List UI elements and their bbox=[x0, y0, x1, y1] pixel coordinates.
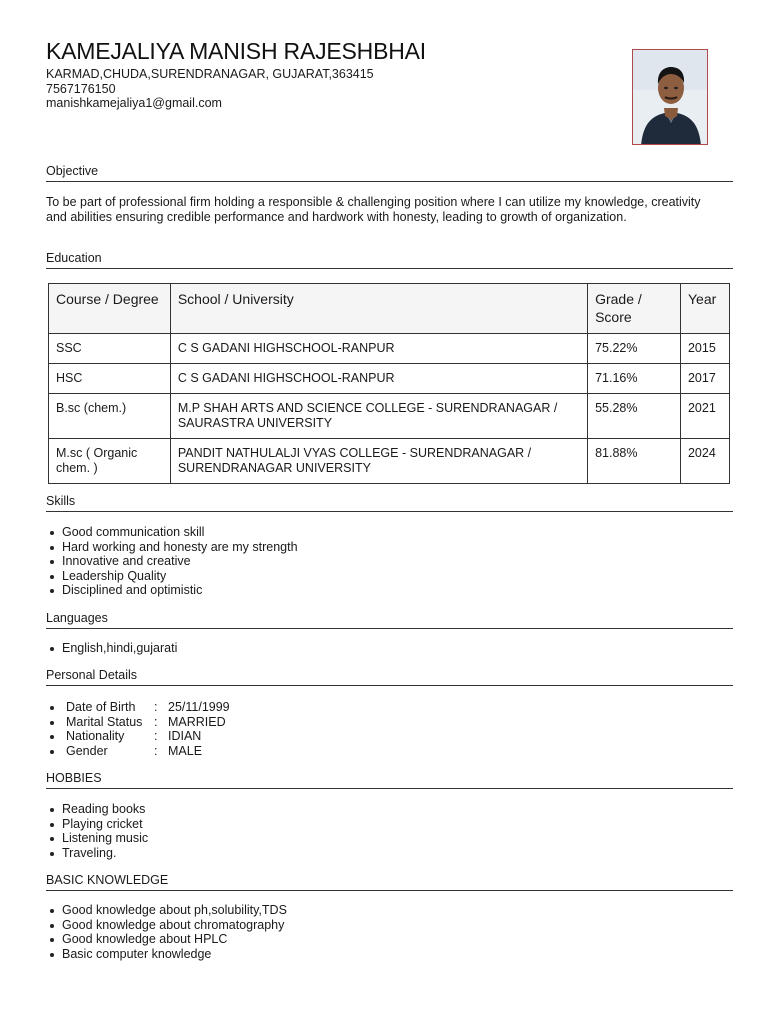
detail-label: Nationality bbox=[66, 729, 125, 744]
detail-value: IDIAN bbox=[168, 729, 202, 744]
list-item: Innovative and creative bbox=[62, 554, 298, 569]
list-item: Disciplined and optimistic bbox=[62, 583, 298, 598]
school-cell: M.P SHAH ARTS AND SCIENCE COLLEGE - SURENDRANAGAR / SAURASTRA UNIVERSITY bbox=[170, 394, 587, 439]
column-header-course: Course / Degree bbox=[49, 284, 171, 334]
detail-separator: : bbox=[154, 714, 158, 729]
education-table bbox=[48, 283, 730, 484]
detail-label: Date of Birth bbox=[66, 700, 136, 714]
list-item: Good knowledge about HPLC bbox=[62, 932, 287, 947]
detail-value: 25/11/1999 bbox=[168, 700, 230, 714]
course-cell: HSC bbox=[49, 364, 171, 394]
languages-heading: Languages bbox=[46, 611, 733, 629]
phone-number: 7567176150 bbox=[46, 81, 116, 96]
education-header-row bbox=[49, 284, 730, 334]
contact-block bbox=[46, 67, 374, 111]
basic-knowledge-list bbox=[46, 903, 287, 961]
school-cell: C S GADANI HIGHSCHOOL-RANPUR bbox=[170, 334, 587, 364]
education-heading: Education bbox=[46, 251, 733, 269]
detail-separator: : bbox=[154, 700, 158, 714]
list-item: Playing cricket bbox=[62, 817, 148, 832]
detail-value: MALE bbox=[168, 743, 203, 758]
grade-cell: 75.22% bbox=[588, 334, 681, 364]
list-item: Basic computer knowledge bbox=[62, 947, 287, 962]
school-cell: C S GADANI HIGHSCHOOL-RANPUR bbox=[170, 364, 587, 394]
candidate-name: KAMEJALIYA MANISH RAJESHBHAI bbox=[46, 38, 426, 64]
table-row bbox=[49, 439, 730, 484]
year-cell: 2017 bbox=[680, 364, 729, 394]
detail-separator: : bbox=[154, 729, 158, 744]
detail-value: MARRIED bbox=[168, 714, 226, 729]
year-cell: 2024 bbox=[680, 439, 729, 484]
detail-separator: : bbox=[154, 743, 158, 758]
course-cell: M.sc ( Organic chem. ) bbox=[49, 439, 171, 484]
grade-cell: 55.28% bbox=[588, 394, 681, 439]
detail-label: Gender bbox=[66, 743, 108, 758]
list-item: Good knowledge about chromatography bbox=[62, 918, 287, 933]
languages-list bbox=[46, 641, 177, 656]
list-item: Good knowledge about ph,solubility,TDS bbox=[62, 903, 287, 917]
personal-details-heading: Personal Details bbox=[46, 668, 733, 686]
table-row bbox=[49, 334, 730, 364]
list-item: Hard working and honesty are my strength bbox=[62, 539, 298, 554]
skills-list bbox=[46, 525, 298, 598]
basic-knowledge-heading: BASIC KNOWLEDGE bbox=[46, 873, 733, 891]
skills-heading: Skills bbox=[46, 494, 733, 512]
email-address: manishkamejaliya1@gmail.com bbox=[46, 96, 222, 110]
profile-photo bbox=[632, 49, 708, 145]
list-item: English,hindi,gujarati bbox=[62, 641, 178, 655]
column-header-grade: Grade / Score bbox=[588, 284, 681, 334]
grade-cell: 71.16% bbox=[588, 364, 681, 394]
grade-cell: 81.88% bbox=[588, 439, 681, 484]
table-row bbox=[49, 394, 730, 439]
objective-text: To be part of professional firm holding a responsible & challenging position where I can utilize my knowledge, creativity and abilities ensuring credible performance and hardwork with honesty, leading to growth of organization. bbox=[46, 195, 701, 224]
address: KARMAD,CHUDA,SURENDRANAGAR, GUJARAT,363415 bbox=[46, 67, 374, 81]
column-header-school: School / University bbox=[170, 284, 587, 334]
school-cell: PANDIT NATHULALJI VYAS COLLEGE - SURENDRANAGAR / SURENDRANAGAR UNIVERSITY bbox=[170, 439, 587, 484]
list-item: Traveling. bbox=[62, 846, 148, 861]
course-cell: SSC bbox=[49, 334, 171, 364]
year-cell: 2015 bbox=[680, 334, 729, 364]
hobbies-heading: HOBBIES bbox=[46, 771, 733, 789]
course-cell: B.sc (chem.) bbox=[49, 394, 171, 439]
objective-heading: Objective bbox=[46, 164, 733, 182]
list-item: Listening music bbox=[62, 831, 149, 846]
column-header-year: Year bbox=[680, 284, 729, 334]
list-item: Reading books bbox=[62, 802, 148, 817]
hobbies-list bbox=[46, 802, 148, 860]
year-cell: 2021 bbox=[680, 394, 729, 439]
list-item: Leadership Quality bbox=[62, 569, 298, 584]
list-item: Good communication skill bbox=[62, 525, 298, 540]
table-row bbox=[49, 364, 730, 394]
detail-label: Marital Status bbox=[66, 714, 143, 729]
